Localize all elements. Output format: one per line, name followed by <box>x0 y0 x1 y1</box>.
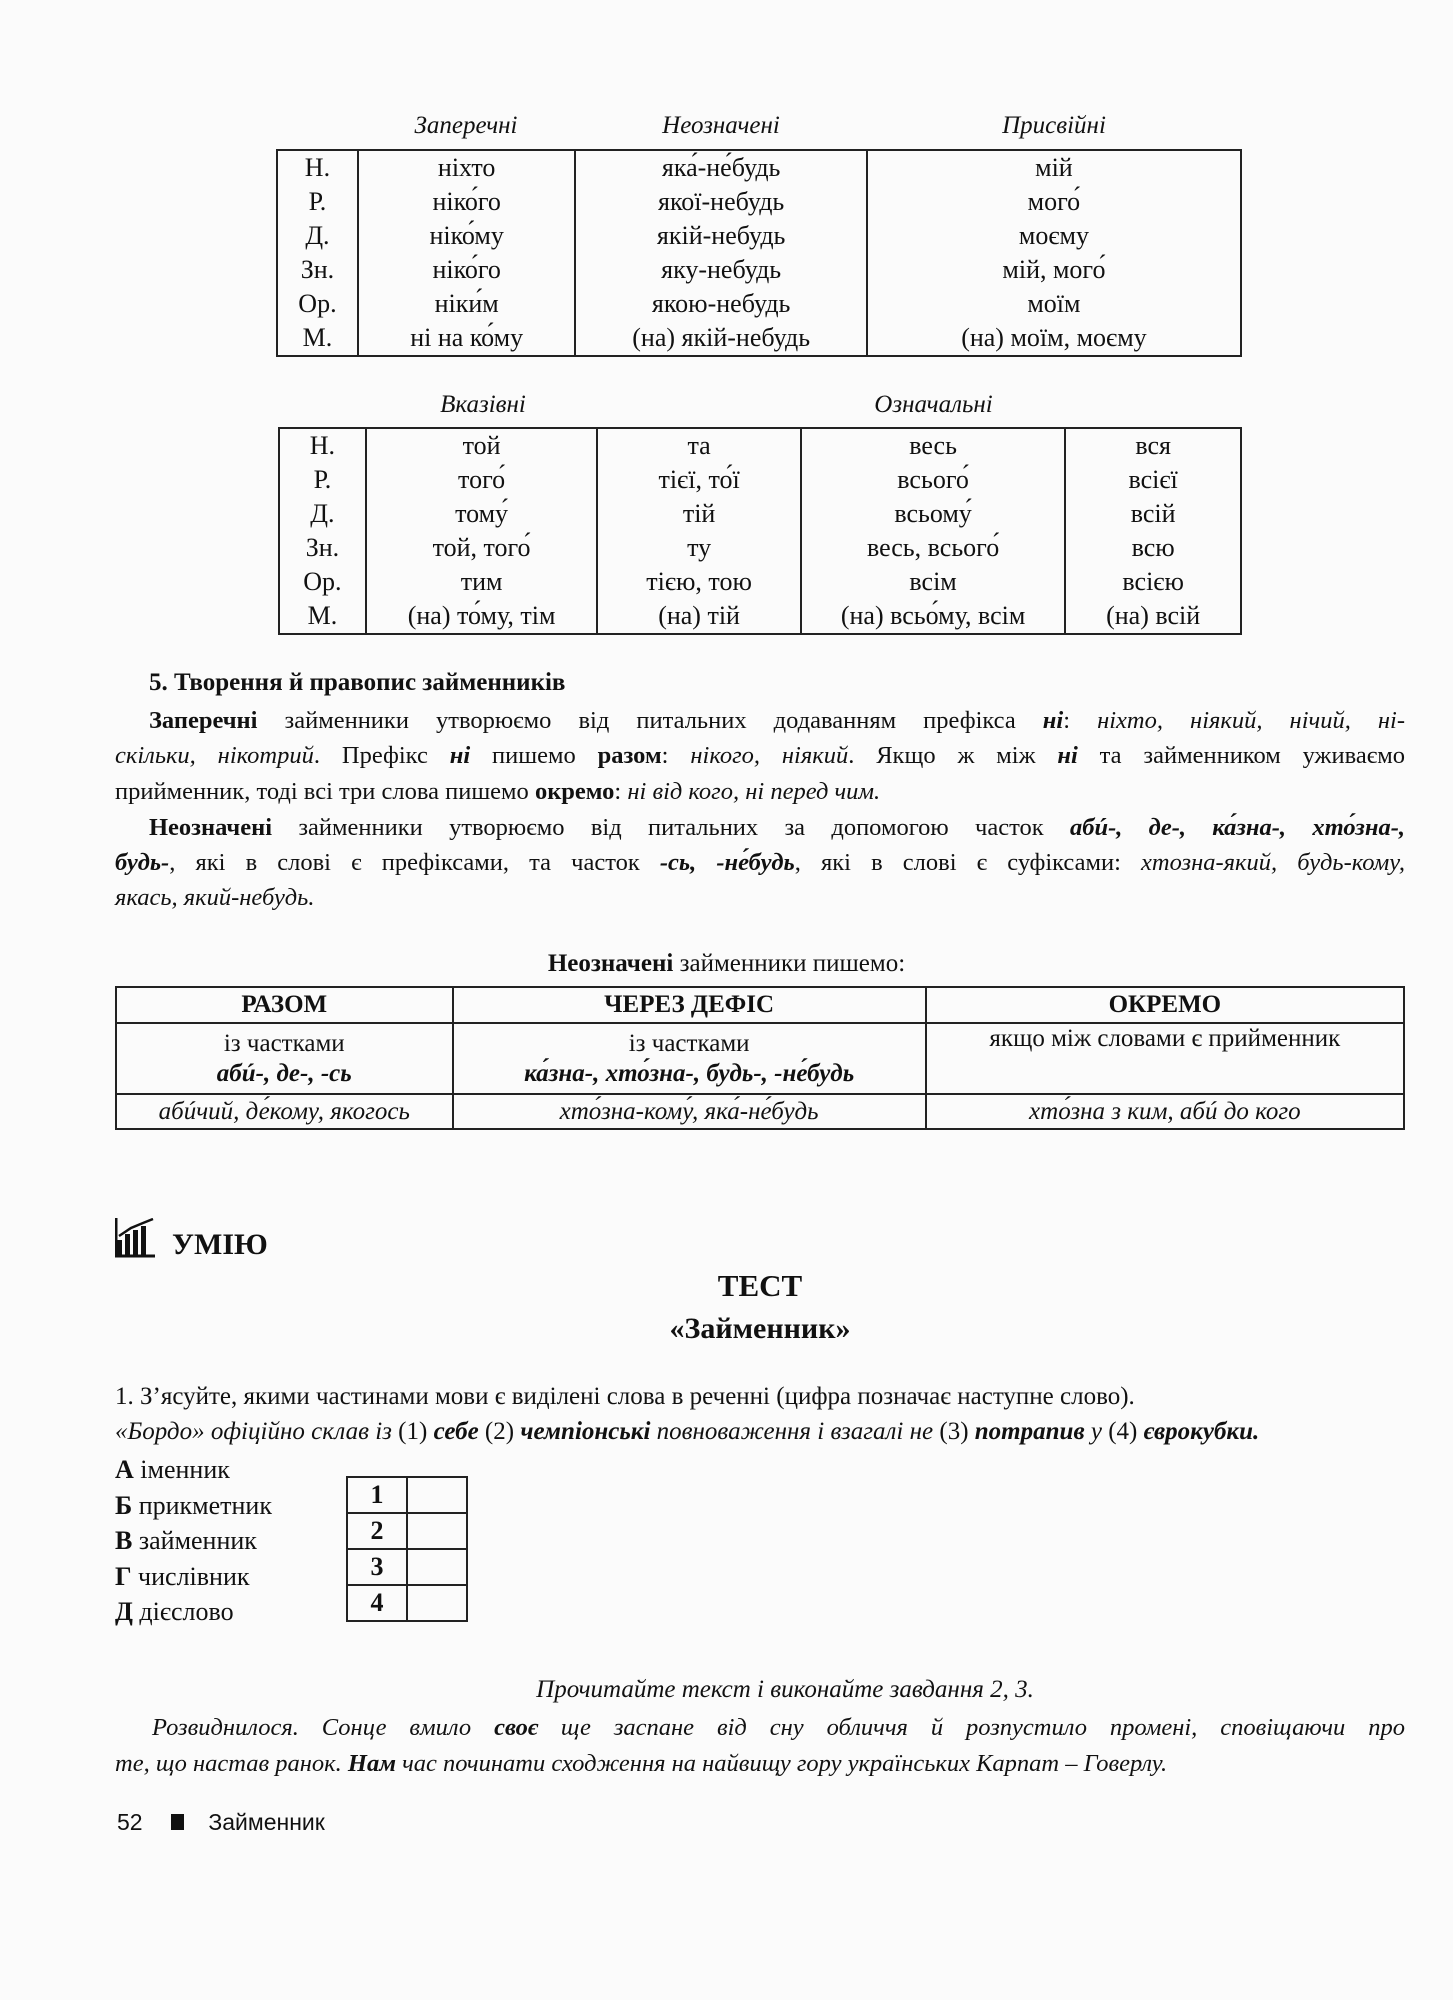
table-cell: ніки́м <box>358 287 576 321</box>
answer-row <box>347 1513 467 1549</box>
footer <box>117 1809 325 1836</box>
rule-particles: ка́зна-, хто́зна-, будь-, -не́будь <box>524 1059 855 1087</box>
text-segment: Нам <box>347 1750 396 1777</box>
caption-bold: Неозначені <box>547 950 674 977</box>
paragraph-line <box>149 811 1405 845</box>
table-cell: всією <box>1065 565 1241 599</box>
column-header-demonstrative: Вказівні <box>440 391 526 418</box>
table-cell: всій <box>1065 497 1241 531</box>
table-cell: тій <box>597 497 801 531</box>
table-row <box>277 287 1241 321</box>
text-segment: час починати сходження на найвищу гору українських Карпат – Говерлу. <box>395 1750 1168 1777</box>
table-cell: ні на ко́му <box>358 321 576 356</box>
text-segment: (3) <box>939 1418 975 1445</box>
text-segment: займенники утворюємо від питальних додаванням префікса <box>257 707 1043 734</box>
table-row <box>277 150 1241 185</box>
table-cell: всього́ <box>801 463 1065 497</box>
table-cell: ніко́му <box>358 219 576 253</box>
text-segment: та займенником уживаємо <box>1077 742 1405 769</box>
answer-number: 2 <box>347 1513 407 1549</box>
page-number: 52 <box>117 1809 143 1835</box>
answer-number: 1 <box>347 1477 407 1513</box>
text-segment: нікого, ніякий <box>690 742 849 769</box>
question-1: 1. З’ясуйте, якими частинами мови є виділені слова в реченні (цифра позначає наступне слово). <box>115 1383 1135 1410</box>
text-segment: : <box>661 742 691 769</box>
table-row <box>277 219 1241 253</box>
option-letter: А <box>115 1455 134 1484</box>
text-segment: чемпіонські <box>520 1418 657 1445</box>
example-together: абúчий, де́кому, якогось <box>116 1094 453 1129</box>
text-segment: «Бордо» офіційно склав із <box>115 1418 399 1445</box>
text-segment: ні <box>449 742 471 769</box>
table-cell: ніко́го <box>358 185 576 219</box>
table-row <box>277 185 1241 219</box>
text-segment: (4) <box>1108 1418 1144 1445</box>
example-hyphen: хто́зна-кому́, яка́-не́будь <box>453 1094 926 1129</box>
table-cell: всієї <box>1065 463 1241 497</box>
paragraph-line <box>115 775 1405 809</box>
text-segment: у <box>1090 1418 1109 1445</box>
text-segment: абú-, де-, ка́зна-, хто́зна-, <box>1069 814 1405 841</box>
text-segment: якась, який-небудь. <box>115 884 315 911</box>
table-cell: (на) то́му, тім <box>366 599 597 634</box>
answer-number: 3 <box>347 1549 407 1585</box>
text-segment: , які в слові є суфіксами: <box>794 849 1142 876</box>
case-label: М. <box>279 599 366 634</box>
table-cell: всьому́ <box>801 497 1065 531</box>
case-label: Д. <box>277 219 358 253</box>
text-segment: Неозначені <box>149 814 273 841</box>
table-cell: (на) тій <box>597 599 801 634</box>
table-row <box>279 599 1241 634</box>
case-label: Зн. <box>279 531 366 565</box>
table-cell: яка́-не́будь <box>575 150 866 185</box>
answer-number: 4 <box>347 1585 407 1621</box>
paragraph-line <box>115 739 1405 773</box>
spelling-caption <box>0 950 1453 978</box>
answer-option <box>115 1491 272 1521</box>
header-together: РАЗОМ <box>116 987 453 1023</box>
rule-text: із частками <box>223 1029 345 1057</box>
declension-table-2 <box>278 427 1242 635</box>
column-header-possessive: Присвійні <box>1002 112 1106 139</box>
text-segment: будь- <box>115 849 170 876</box>
text-segment: Заперечні <box>149 707 258 734</box>
table-cell: якій-небудь <box>575 219 866 253</box>
option-text: займенник <box>138 1526 257 1555</box>
text-segment: ні від кого, ні перед чим. <box>627 778 881 805</box>
option-letter: Б <box>115 1490 133 1520</box>
text-segment: ніхто, ніякий, нічий, ні- <box>1097 707 1406 734</box>
rule-together <box>116 1023 453 1094</box>
case-label: Ор. <box>279 565 366 599</box>
text-segment: займенники утворюємо від питальних за допомогою часток <box>272 814 1070 841</box>
table-row <box>279 497 1241 531</box>
answer-cell[interactable] <box>407 1585 467 1621</box>
table-cell: тому́ <box>366 497 597 531</box>
answer-option <box>115 1562 250 1592</box>
table-cell: всім <box>801 565 1065 599</box>
text-segment: прийменник, тоді всі три слова пишемо <box>115 778 535 805</box>
table-cell: той <box>366 428 597 463</box>
table-cell: та <box>597 428 801 463</box>
table-cell: весь, всього́ <box>801 531 1065 565</box>
table-row <box>277 321 1241 356</box>
umiyu-label: УМІЮ <box>172 1228 268 1261</box>
text-segment: ні <box>1057 742 1078 769</box>
case-label: Р. <box>277 185 358 219</box>
table-row <box>279 463 1241 497</box>
case-label: Р. <box>279 463 366 497</box>
text-segment: своє <box>494 1714 538 1741</box>
table-cell: моїм <box>867 287 1241 321</box>
spelling-rules-table <box>115 986 1405 1130</box>
rule-text: якщо між словами є прийменник <box>989 1025 1341 1052</box>
paragraph-line <box>115 881 1405 915</box>
table-cell: моєму <box>867 219 1241 253</box>
case-label: Н. <box>277 150 358 185</box>
table-cell: яку-небудь <box>575 253 866 287</box>
table-cell: вся <box>1065 428 1241 463</box>
square-bullet-icon <box>171 1814 184 1830</box>
test-subtitle: «Займенник» <box>669 1312 851 1345</box>
section-heading: 5. Творення й правопис займенників <box>149 669 566 696</box>
text-segment: , які в слові є префіксами, та часток <box>169 849 660 876</box>
option-letter: Д <box>115 1597 133 1626</box>
column-header-attributive: Означальні <box>874 391 993 418</box>
case-label: Зн. <box>277 253 358 287</box>
option-letter: Г <box>115 1561 132 1591</box>
answer-cell[interactable] <box>407 1549 467 1585</box>
table-cell: (на) якій-небудь <box>575 321 866 356</box>
table-cell: того́ <box>366 463 597 497</box>
answer-cell[interactable] <box>407 1513 467 1549</box>
table-cell: (на) всій <box>1065 599 1241 634</box>
option-text: прикметник <box>138 1490 272 1520</box>
table-cell: мій <box>867 150 1241 185</box>
table-cell: якою-небудь <box>575 287 866 321</box>
answer-cell[interactable] <box>407 1477 467 1513</box>
table-cell: (на) моїм, моєму <box>867 321 1241 356</box>
text-segment: хтозна-який, будь-кому, <box>1141 849 1406 876</box>
table-row <box>279 565 1241 599</box>
question-1-sentence <box>115 1418 1259 1446</box>
table-cell: ніхто <box>358 150 576 185</box>
text-segment: Розвиднилося. Сонце вмило <box>152 1714 495 1741</box>
table-cell: тієї, то́ї <box>597 463 801 497</box>
answer-option <box>115 1455 230 1485</box>
answer-row <box>347 1477 467 1513</box>
rule-text: із частками <box>628 1029 750 1057</box>
answer-option <box>115 1597 234 1627</box>
text-segment: (1) <box>398 1418 434 1445</box>
table-cell: тим <box>366 565 597 599</box>
option-letter: В <box>115 1526 133 1555</box>
table-cell: ніко́го <box>358 253 576 287</box>
reading-instruction: Прочитайте текст і виконайте завдання 2, 3. <box>536 1676 1034 1703</box>
table-cell: тією, тою <box>597 565 801 599</box>
text-segment: скільки, нікотрий <box>115 742 314 769</box>
table-row <box>279 428 1241 463</box>
answer-grid <box>346 1476 468 1622</box>
rule-hyphen <box>453 1023 926 1094</box>
paragraph-line <box>149 704 1405 738</box>
caption-rest: займенники пишемо: <box>673 950 906 977</box>
rule-separate <box>926 1023 1404 1094</box>
header-hyphen: ЧЕРЕЗ ДЕФІС <box>453 987 926 1023</box>
reading-line <box>115 1747 1405 1781</box>
text-segment: пишемо <box>470 742 598 769</box>
case-label: Ор. <box>277 287 358 321</box>
text-segment: повноваження і взагалі не <box>656 1418 940 1445</box>
case-label: Д. <box>279 497 366 531</box>
column-header-indefinite: Неозначені <box>662 112 780 139</box>
text-segment: : <box>1063 707 1098 734</box>
case-label: М. <box>277 321 358 356</box>
column-header-negative: Заперечні <box>414 112 518 139</box>
text-segment: ще заспане від сну обличчя й розпустило промені, сповіщаючи про <box>538 1714 1405 1741</box>
table-row <box>279 531 1241 565</box>
rule-particles: абú-, де-, -сь <box>216 1059 352 1087</box>
example-separate: хто́зна з ким, абú до кого <box>926 1094 1404 1129</box>
test-title: ТЕСТ <box>717 1268 803 1303</box>
table-cell: всю <box>1065 531 1241 565</box>
reading-line <box>152 1711 1405 1745</box>
table-cell: мого́ <box>867 185 1241 219</box>
table-cell: ту <box>597 531 801 565</box>
option-text: дієслово <box>139 1597 234 1626</box>
text-segment: . Якщо ж між <box>848 742 1058 769</box>
option-text: числівник <box>138 1561 250 1591</box>
text-segment: : <box>614 778 628 805</box>
chart-growth-icon <box>115 1218 157 1258</box>
case-label: Н. <box>279 428 366 463</box>
declension-table-1 <box>276 149 1242 357</box>
text-segment: потрапив <box>974 1418 1091 1445</box>
table-cell: той, того́ <box>366 531 597 565</box>
text-segment: -сь, -не́будь <box>659 849 795 876</box>
table-cell: якої-небудь <box>575 185 866 219</box>
text-segment: . Префікс <box>313 742 450 769</box>
text-segment: себе <box>433 1418 485 1445</box>
text-segment: разом <box>597 742 662 769</box>
option-text: іменник <box>140 1455 230 1484</box>
answer-row <box>347 1585 467 1621</box>
table-cell: (на) всьо́му, всім <box>801 599 1065 634</box>
text-segment: єврокубки. <box>1143 1418 1260 1445</box>
table-cell: весь <box>801 428 1065 463</box>
text-segment: окремо <box>534 778 615 805</box>
text-segment: ні <box>1042 707 1064 734</box>
header-separate: ОКРЕМО <box>926 987 1404 1023</box>
table-row <box>277 253 1241 287</box>
text-segment: те, що настав ранок. <box>115 1750 348 1777</box>
table-cell: мій, мого́ <box>867 253 1241 287</box>
text-segment: (2) <box>484 1418 521 1445</box>
answer-option <box>115 1526 257 1556</box>
paragraph-line <box>115 846 1405 880</box>
footer-section: Займенник <box>208 1809 325 1835</box>
answer-row <box>347 1549 467 1585</box>
